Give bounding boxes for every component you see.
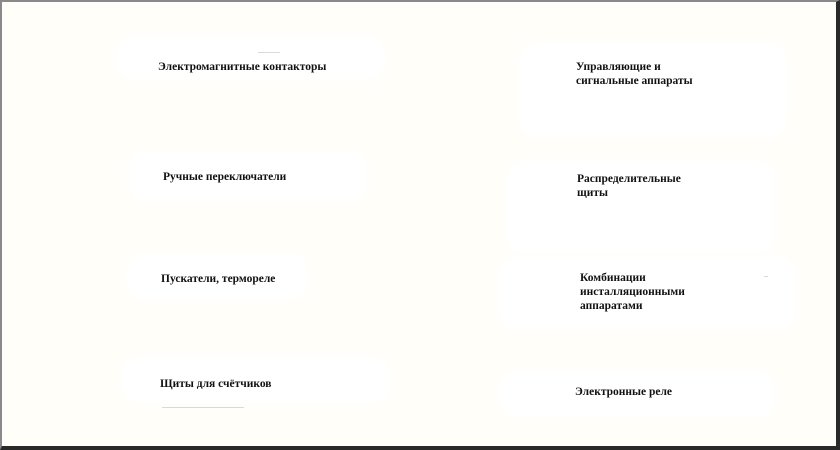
label-distribution-boards: Распределительные щиты xyxy=(577,173,681,199)
scan-smudge xyxy=(764,276,768,277)
scan-smudge xyxy=(162,407,244,408)
label-manual-switches: Ручные переключатели xyxy=(163,171,287,183)
scan-smudge xyxy=(258,52,280,53)
label-electronic-relays: Электронные реле xyxy=(575,386,673,398)
label-control-signal-devices: Управляющие и сигнальные аппараты xyxy=(576,61,693,87)
label-meter-boards: Щиты для счётчиков xyxy=(160,378,272,390)
label-electromagnetic-contactors: Электромагнитные контакторы xyxy=(158,61,327,73)
label-starters-thermal-relays: Пускатели, термореле xyxy=(161,273,276,285)
label-combinations-installation-devices: Комбинации инсталляционными аппаратами xyxy=(580,272,685,312)
